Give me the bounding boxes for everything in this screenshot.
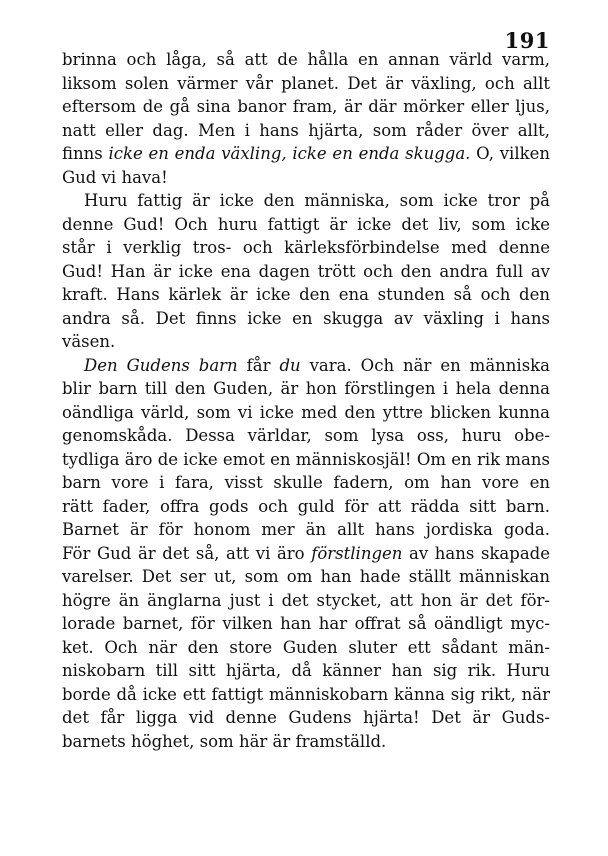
text-segment: blir barn till den Guden, är hon förstlingen i hela denna: [62, 379, 550, 398]
text-line: [62, 401, 550, 425]
text-line: [62, 236, 550, 260]
text-segment: denne Gud! Och huru fattigt är icke det liv, som icke: [62, 214, 550, 234]
text-segment: eftersom de gå sina banor fram, är där mörker eller ljus,: [62, 97, 550, 116]
text-line: [62, 636, 550, 660]
text-segment: barn vore i fara, visst skulle fadern, om han vore en: [62, 473, 550, 492]
text-segment: av hans skapade: [402, 543, 550, 563]
text-line: [62, 213, 550, 237]
text-segment: lorade barnet, för vilken han har offrat så oändligt myc-: [62, 614, 550, 633]
body-text: [62, 48, 550, 753]
text-segment: liksom solen värmer vår planet. Det är växling, och allt: [62, 73, 550, 93]
text-line: [62, 283, 550, 307]
text-segment: För Gud är det så, att vi äro: [62, 543, 312, 563]
italic-text: du: [279, 355, 301, 375]
text-segment: det får ligga vid denne Gudens hjärta! Det är Guds-: [62, 708, 550, 727]
text-segment: brinna och låga, så att de hålla en annan värld varm,: [62, 50, 550, 69]
text-segment: får: [237, 355, 280, 375]
text-segment: Gud vi hava!: [62, 167, 168, 187]
italic-text: Den Gudens barn: [84, 355, 238, 375]
text-segment: kraft. Hans kärlek är icke den ena stunden så och den: [62, 285, 550, 304]
text-segment: Huru fattig är icke den människa, som icke tror på: [84, 191, 550, 210]
text-line: [62, 730, 550, 754]
text-line: [62, 307, 550, 331]
text-segment: finns: [62, 144, 109, 163]
text-line: [62, 354, 550, 378]
text-segment: oändliga värld, som vi icke med den yttre blicken kunna: [62, 402, 550, 422]
page-number: 191: [504, 28, 550, 53]
text-line: [62, 471, 550, 495]
text-segment: Gud! Han är icke ena dagen trött och den andra full av: [62, 261, 550, 281]
text-segment: barnets höghet, som här är framställd.: [62, 731, 387, 751]
text-line: [62, 565, 550, 589]
text-segment: O, vilken: [470, 144, 550, 163]
text-line: [62, 542, 550, 566]
text-segment: väsen.: [62, 332, 116, 351]
paragraph: [62, 189, 550, 354]
text-line: [62, 72, 550, 96]
text-line: [62, 518, 550, 542]
text-line: [62, 589, 550, 613]
text-segment: vara. Och när en människa: [300, 355, 550, 375]
text-line: [62, 448, 550, 472]
text-line: [62, 424, 550, 448]
text-segment: ket. Och när den store Guden sluter ett sådant män-: [62, 637, 550, 657]
text-line: [62, 260, 550, 284]
text-line: [62, 166, 550, 190]
italic-text: förstlingen: [311, 543, 403, 563]
text-segment: högre än änglarna just i det stycket, att hon är det för-: [62, 590, 550, 610]
text-segment: Barnet är för honom mer än allt hans jordiska goda.: [62, 520, 550, 539]
text-line: [62, 612, 550, 636]
text-line: [62, 95, 550, 119]
text-segment: genomskåda. Dessa världar, som lysa oss, huru obe-: [62, 426, 550, 445]
text-line: [62, 330, 550, 354]
text-line: [62, 706, 550, 730]
text-segment: rätt fader, offra gods och guld för att rädda sitt barn.: [62, 496, 550, 516]
text-segment: niskobarn till sitt hjärta, då känner han sig rik. Huru: [62, 661, 550, 680]
paragraph: [62, 48, 550, 189]
text-segment: natt eller dag. Men i hans hjärta, som råder över allt,: [62, 120, 550, 140]
text-segment: borde då icke ett fattigt människobarn känna sig rikt, när: [62, 684, 550, 704]
text-line: [62, 119, 550, 143]
text-segment: står i verklig tros- och kärleksförbindelse med denne: [62, 238, 550, 257]
text-line: [62, 142, 550, 166]
text-line: [62, 189, 550, 213]
paragraph: [62, 354, 550, 754]
text-line: [62, 683, 550, 707]
text-line: [62, 377, 550, 401]
italic-text: icke en enda växling, icke en enda skugga.: [108, 144, 471, 163]
text-line: [62, 659, 550, 683]
text-segment: varelser. Det ser ut, som om han hade ställt människan: [62, 567, 550, 586]
text-line: [62, 48, 550, 72]
text-line: [62, 495, 550, 519]
text-segment: andra så. Det finns icke en skugga av växling i hans: [62, 308, 550, 328]
text-segment: tydliga äro de icke emot en människosjäl! Om en rik mans: [62, 449, 550, 469]
